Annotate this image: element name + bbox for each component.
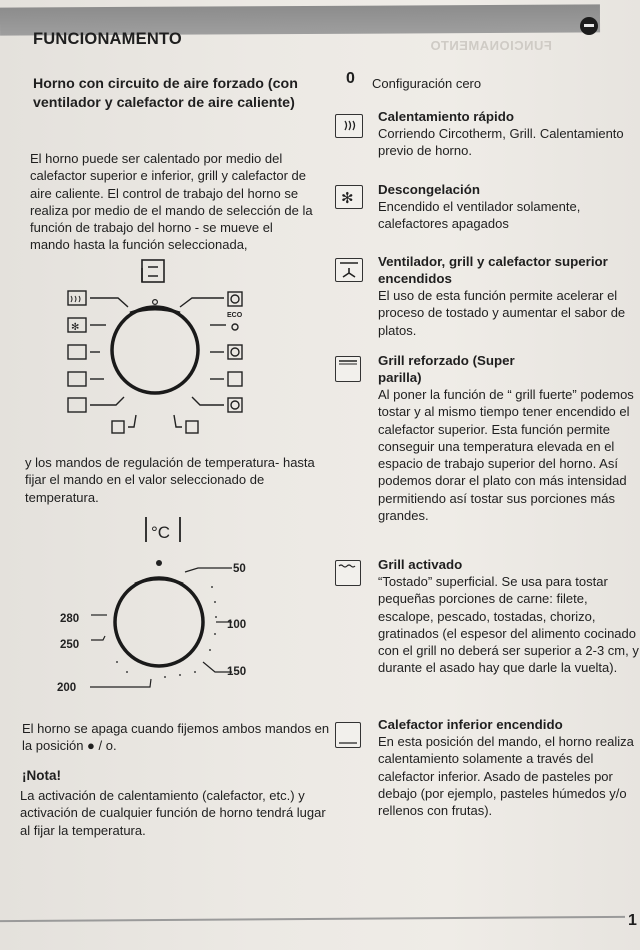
function-desc: “Tostado” superficial. Se usa para tostar pequeñas porciones de carne: filete, escalope, pescado, tostadas, chorizo, gratinados (el espesor del alimento cocinado con el grill no deberá ser superior a 2-3 cm, y durante el asado hay que darle la vuelta).	[378, 574, 639, 676]
temp-50: 50	[233, 563, 246, 575]
function-desc: Al poner la función de “ grill fuerte” podemos tostar y al mismo tiempo tener encendido el calefactor superior. Esta función permite conseguir una temperatura elevada en el espacio de trabajo superior del horno. Así podemos dorar el plato con más intensidad permitiendo así tostar sus porciones más grandes.	[378, 387, 634, 524]
function-title: Calentamiento rápido	[378, 109, 514, 124]
function-desc: Corriendo Circotherm, Grill. Calentamiento previo de horno.	[378, 126, 624, 159]
selector-label-icon	[142, 260, 164, 282]
function-title: Grill reforzado (Super parilla)	[378, 353, 515, 385]
rapid-heat-icon	[335, 114, 363, 138]
temp-100: 100	[227, 619, 247, 631]
function-title: Ventilador, grill y calefactor superior encendidos	[378, 254, 608, 286]
function-selector-diagram	[60, 255, 260, 445]
temperature-knob	[115, 578, 203, 666]
left-heading: Horno con circuito de aire forzado (con ventilador y calefactor de aire caliente)	[33, 76, 298, 111]
function-title: Descongelación	[378, 182, 480, 197]
function-desc: En esta posición del mando, el horno realiza calentamiento solamente a través del calefactor inferior. Asado de pasteles por debajo (por ejemplo, pasteles húmedos y/o rellenos con frutas).	[378, 734, 634, 819]
svg-text:✻: ✻	[71, 322, 80, 333]
footer-rule	[0, 916, 625, 922]
temp-250: 250	[60, 639, 80, 651]
temperature-knob-diagram	[55, 512, 275, 702]
function-title: Grill activado	[378, 557, 463, 572]
zero-setting-label: Configuración cero	[372, 76, 482, 91]
function-desc: Encendido el ventilador solamente, calefactores apagados	[378, 199, 581, 232]
intro-paragraph: El horno puede ser calentado por medio del calefactor superior e inferior, grill y calefactor de aire caliente. El control de trabajo del horno se realiza por medio de el mando de selección de la función de trabajo del horno - se mueve el mando hasta la función seleccionada,	[30, 151, 313, 253]
function-title: Calefactor inferior encendido	[378, 717, 563, 732]
zero-setting-number: 0	[346, 70, 355, 87]
grill-icon	[335, 560, 361, 586]
note-text: La activación de calentamiento (calefactor, etc.) y activación de cualquier función de horno tendrá lugar al fijar la temperatura.	[20, 788, 326, 838]
selector-knob	[112, 307, 198, 393]
super-grill-icon	[335, 356, 361, 382]
temp-200: 200	[57, 682, 77, 694]
note-title: ¡Nota!	[22, 768, 61, 783]
temperature-paragraph: y los mandos de regulación de temperatura- hasta fijar el mando en el valor seleccionado de temperatura.	[25, 455, 315, 505]
svg-text:✻: ✻	[341, 190, 354, 207]
section-title: FUNCIONAMENTO	[33, 30, 182, 48]
svg-text:°C: °C	[151, 523, 171, 542]
temp-150: 150	[227, 666, 247, 678]
defrost-icon	[335, 185, 363, 209]
eco-label: ECO	[227, 312, 243, 319]
bottom-heat-icon	[335, 722, 361, 748]
fan-grill-icon	[335, 258, 363, 282]
temp-280: 280	[60, 613, 80, 625]
function-desc: El uso de esta función permite acelerar el proceso de tostado y aumentar el sabor de platos.	[378, 288, 626, 338]
off-paragraph: El horno se apaga cuando fijemos ambos mandos en la posición ● / o.	[22, 721, 330, 754]
show-through-text: FUNCIONAMENTO	[430, 38, 552, 53]
page-number: 1	[628, 912, 637, 929]
language-marker-icon	[580, 17, 598, 35]
